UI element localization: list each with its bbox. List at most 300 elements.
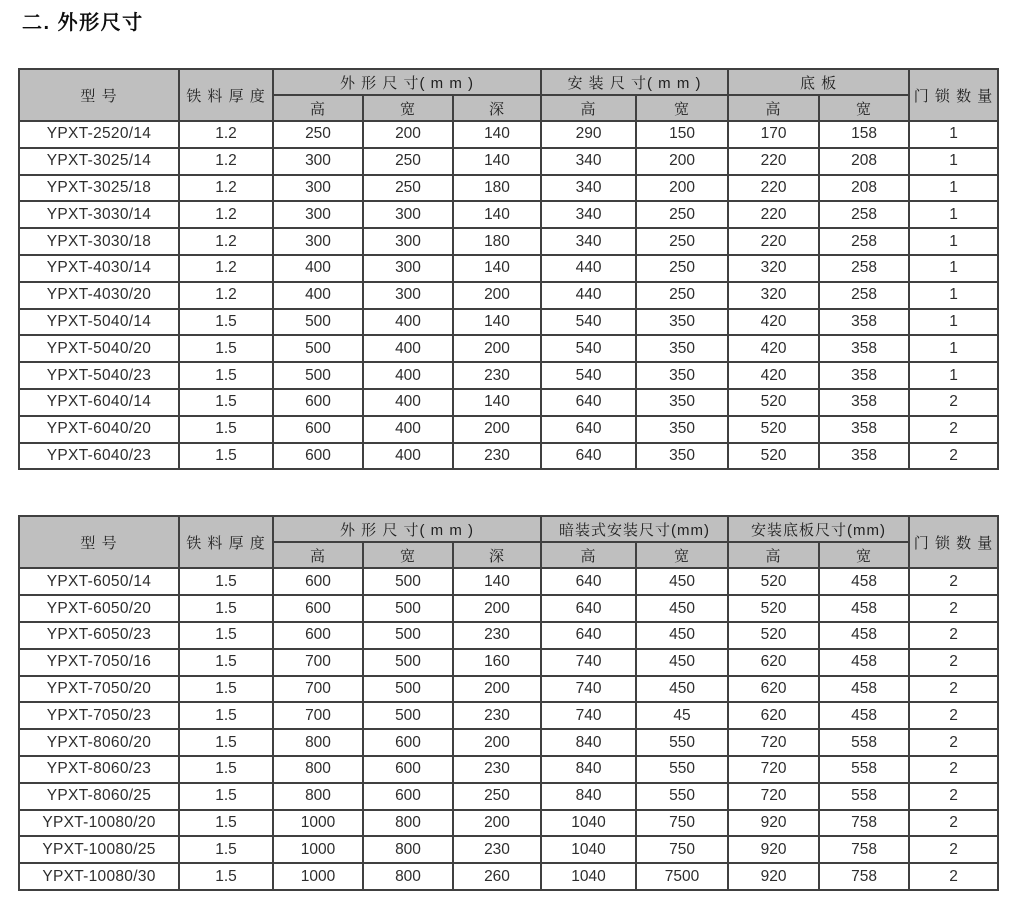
header-outer-dims-group: 外 形 尺 寸( m m ) — [273, 516, 541, 542]
header-install-dims-group: 安 装 尺 寸( m m ) — [541, 69, 728, 95]
value-cell: 160 — [453, 649, 541, 676]
model-cell: YPXT-6040/23 — [19, 443, 179, 470]
model-cell: YPXT-7050/16 — [19, 649, 179, 676]
value-cell: 720 — [728, 756, 819, 783]
value-cell: 1.5 — [179, 362, 273, 389]
value-cell: 1 — [909, 255, 998, 282]
table-row — [19, 362, 998, 389]
value-cell: 450 — [636, 622, 728, 649]
value-cell: 458 — [819, 702, 909, 729]
header-model: 型 号 — [19, 69, 179, 121]
value-cell: 400 — [363, 309, 453, 336]
value-cell: 520 — [728, 389, 819, 416]
value-cell: 450 — [636, 595, 728, 622]
value-cell: 500 — [363, 676, 453, 703]
value-cell: 200 — [453, 676, 541, 703]
value-cell: 1000 — [273, 810, 363, 837]
value-cell: 700 — [273, 676, 363, 703]
value-cell: 200 — [636, 175, 728, 202]
value-cell: 1.2 — [179, 228, 273, 255]
value-cell: 750 — [636, 836, 728, 863]
model-cell: YPXT-10080/25 — [19, 836, 179, 863]
value-cell: 500 — [273, 362, 363, 389]
model-cell: YPXT-7050/20 — [19, 676, 179, 703]
value-cell: 1.5 — [179, 416, 273, 443]
value-cell: 1.5 — [179, 676, 273, 703]
value-cell: 250 — [453, 783, 541, 810]
value-cell: 290 — [541, 121, 636, 148]
value-cell: 520 — [728, 622, 819, 649]
header-flush-install-dims-group: 暗装式安装尺寸(mm) — [541, 516, 728, 542]
model-cell: YPXT-7050/23 — [19, 702, 179, 729]
value-cell: 1040 — [541, 836, 636, 863]
value-cell: 740 — [541, 676, 636, 703]
table-body — [19, 121, 998, 469]
table-row — [19, 810, 998, 837]
value-cell: 1 — [909, 228, 998, 255]
value-cell: 520 — [728, 595, 819, 622]
value-cell: 300 — [363, 255, 453, 282]
value-cell: 200 — [453, 282, 541, 309]
model-cell: YPXT-3025/18 — [19, 175, 179, 202]
table-header — [19, 69, 998, 121]
value-cell: 758 — [819, 836, 909, 863]
value-cell: 200 — [453, 810, 541, 837]
value-cell: 200 — [453, 729, 541, 756]
subheader-height: 高 — [541, 542, 636, 568]
value-cell: 1 — [909, 309, 998, 336]
value-cell: 600 — [273, 622, 363, 649]
value-cell: 640 — [541, 443, 636, 470]
value-cell: 400 — [363, 335, 453, 362]
value-cell: 800 — [363, 863, 453, 890]
value-cell: 340 — [541, 148, 636, 175]
value-cell: 400 — [363, 362, 453, 389]
value-cell: 220 — [728, 148, 819, 175]
value-cell: 620 — [728, 702, 819, 729]
value-cell: 740 — [541, 702, 636, 729]
model-cell: YPXT-3030/14 — [19, 201, 179, 228]
value-cell: 600 — [273, 416, 363, 443]
subheader-width: 宽 — [636, 95, 728, 121]
value-cell: 1.2 — [179, 121, 273, 148]
table-row — [19, 282, 998, 309]
value-cell: 200 — [453, 416, 541, 443]
table-row — [19, 255, 998, 282]
value-cell: 300 — [363, 282, 453, 309]
value-cell: 2 — [909, 783, 998, 810]
value-cell: 300 — [363, 228, 453, 255]
value-cell: 220 — [728, 175, 819, 202]
value-cell: 440 — [541, 282, 636, 309]
value-cell: 230 — [453, 702, 541, 729]
value-cell: 2 — [909, 595, 998, 622]
header-baseplate-group: 底 板 — [728, 69, 909, 95]
value-cell: 550 — [636, 729, 728, 756]
value-cell: 558 — [819, 729, 909, 756]
value-cell: 1.5 — [179, 729, 273, 756]
value-cell: 350 — [636, 443, 728, 470]
model-cell: YPXT-4030/20 — [19, 282, 179, 309]
value-cell: 640 — [541, 568, 636, 595]
model-cell: YPXT-6050/23 — [19, 622, 179, 649]
value-cell: 1 — [909, 362, 998, 389]
subheader-height: 高 — [728, 542, 819, 568]
value-cell: 258 — [819, 255, 909, 282]
value-cell: 558 — [819, 783, 909, 810]
value-cell: 300 — [273, 175, 363, 202]
value-cell: 1.5 — [179, 783, 273, 810]
value-cell: 358 — [819, 389, 909, 416]
value-cell: 600 — [273, 389, 363, 416]
value-cell: 640 — [541, 622, 636, 649]
value-cell: 260 — [453, 863, 541, 890]
subheader-height: 高 — [273, 95, 363, 121]
value-cell: 500 — [363, 595, 453, 622]
value-cell: 1 — [909, 282, 998, 309]
value-cell: 45 — [636, 702, 728, 729]
value-cell: 350 — [636, 335, 728, 362]
value-cell: 140 — [453, 121, 541, 148]
value-cell: 758 — [819, 863, 909, 890]
value-cell: 920 — [728, 810, 819, 837]
value-cell: 2 — [909, 416, 998, 443]
value-cell: 300 — [363, 201, 453, 228]
value-cell: 450 — [636, 568, 728, 595]
header-baseplate-dims-group: 安装底板尺寸(mm) — [728, 516, 909, 542]
model-cell: YPXT-4030/14 — [19, 255, 179, 282]
value-cell: 358 — [819, 416, 909, 443]
value-cell: 1000 — [273, 863, 363, 890]
table-row — [19, 389, 998, 416]
value-cell: 600 — [273, 443, 363, 470]
value-cell: 500 — [363, 649, 453, 676]
value-cell: 800 — [273, 756, 363, 783]
value-cell: 520 — [728, 443, 819, 470]
value-cell: 600 — [363, 756, 453, 783]
value-cell: 800 — [363, 810, 453, 837]
value-cell: 250 — [636, 228, 728, 255]
value-cell: 2 — [909, 676, 998, 703]
value-cell: 458 — [819, 676, 909, 703]
subheader-height: 高 — [541, 95, 636, 121]
value-cell: 258 — [819, 228, 909, 255]
value-cell: 208 — [819, 175, 909, 202]
dimensions-table-surface — [18, 68, 999, 470]
table-row — [19, 702, 998, 729]
value-cell: 1.2 — [179, 148, 273, 175]
header-lock-count: 门 锁 数 量 — [909, 516, 998, 568]
header-outer-dims-group: 外 形 尺 寸( m m ) — [273, 69, 541, 95]
header-thickness: 铁 料 厚 度 — [179, 69, 273, 121]
value-cell: 1.5 — [179, 863, 273, 890]
value-cell: 1.2 — [179, 282, 273, 309]
value-cell: 800 — [273, 729, 363, 756]
value-cell: 1.5 — [179, 389, 273, 416]
subheader-depth: 深 — [453, 542, 541, 568]
value-cell: 230 — [453, 756, 541, 783]
model-cell: YPXT-6040/20 — [19, 416, 179, 443]
value-cell: 180 — [453, 175, 541, 202]
value-cell: 840 — [541, 729, 636, 756]
value-cell: 540 — [541, 362, 636, 389]
value-cell: 340 — [541, 228, 636, 255]
value-cell: 700 — [273, 702, 363, 729]
model-cell: YPXT-8060/25 — [19, 783, 179, 810]
subheader-width: 宽 — [363, 542, 453, 568]
value-cell: 500 — [273, 309, 363, 336]
value-cell: 400 — [363, 389, 453, 416]
value-cell: 400 — [273, 282, 363, 309]
value-cell: 220 — [728, 228, 819, 255]
value-cell: 458 — [819, 649, 909, 676]
value-cell: 140 — [453, 255, 541, 282]
value-cell: 558 — [819, 756, 909, 783]
value-cell: 1.5 — [179, 756, 273, 783]
value-cell: 250 — [363, 148, 453, 175]
value-cell: 1.5 — [179, 810, 273, 837]
value-cell: 400 — [363, 416, 453, 443]
value-cell: 200 — [636, 148, 728, 175]
value-cell: 520 — [728, 416, 819, 443]
value-cell: 2 — [909, 622, 998, 649]
value-cell: 140 — [453, 568, 541, 595]
subheader-height: 高 — [273, 542, 363, 568]
value-cell: 250 — [273, 121, 363, 148]
header-lock-count: 门 锁 数 量 — [909, 69, 998, 121]
value-cell: 340 — [541, 175, 636, 202]
value-cell: 220 — [728, 201, 819, 228]
value-cell: 1.5 — [179, 595, 273, 622]
value-cell: 620 — [728, 676, 819, 703]
value-cell: 920 — [728, 863, 819, 890]
value-cell: 1 — [909, 148, 998, 175]
value-cell: 230 — [453, 362, 541, 389]
value-cell: 500 — [363, 568, 453, 595]
value-cell: 2 — [909, 863, 998, 890]
value-cell: 1.5 — [179, 443, 273, 470]
value-cell: 350 — [636, 416, 728, 443]
table-row — [19, 595, 998, 622]
value-cell: 140 — [453, 148, 541, 175]
value-cell: 2 — [909, 389, 998, 416]
value-cell: 450 — [636, 676, 728, 703]
value-cell: 140 — [453, 201, 541, 228]
value-cell: 758 — [819, 810, 909, 837]
value-cell: 358 — [819, 335, 909, 362]
value-cell: 2 — [909, 702, 998, 729]
table-body — [19, 568, 998, 890]
table-row — [19, 729, 998, 756]
value-cell: 150 — [636, 121, 728, 148]
value-cell: 320 — [728, 282, 819, 309]
value-cell: 520 — [728, 568, 819, 595]
value-cell: 458 — [819, 595, 909, 622]
value-cell: 340 — [541, 201, 636, 228]
value-cell: 358 — [819, 443, 909, 470]
value-cell: 720 — [728, 783, 819, 810]
header-model: 型 号 — [19, 516, 179, 568]
value-cell: 540 — [541, 335, 636, 362]
value-cell: 1.5 — [179, 335, 273, 362]
value-cell: 350 — [636, 362, 728, 389]
value-cell: 2 — [909, 568, 998, 595]
value-cell: 458 — [819, 622, 909, 649]
value-cell: 1 — [909, 201, 998, 228]
value-cell: 450 — [636, 649, 728, 676]
value-cell: 620 — [728, 649, 819, 676]
table-row — [19, 175, 998, 202]
value-cell: 230 — [453, 443, 541, 470]
value-cell: 1 — [909, 121, 998, 148]
value-cell: 840 — [541, 783, 636, 810]
subheader-width: 宽 — [819, 542, 909, 568]
value-cell: 540 — [541, 309, 636, 336]
table-row — [19, 121, 998, 148]
model-cell: YPXT-3025/14 — [19, 148, 179, 175]
value-cell: 1.5 — [179, 702, 273, 729]
table-header — [19, 516, 998, 568]
value-cell: 458 — [819, 568, 909, 595]
value-cell: 230 — [453, 622, 541, 649]
value-cell: 180 — [453, 228, 541, 255]
value-cell: 800 — [363, 836, 453, 863]
page-title: 二. 外形尺寸 — [22, 12, 144, 34]
value-cell: 250 — [636, 201, 728, 228]
value-cell: 350 — [636, 309, 728, 336]
value-cell: 358 — [819, 362, 909, 389]
value-cell: 2 — [909, 756, 998, 783]
model-cell: YPXT-3030/18 — [19, 228, 179, 255]
value-cell: 208 — [819, 148, 909, 175]
value-cell: 600 — [273, 595, 363, 622]
value-cell: 1.2 — [179, 175, 273, 202]
value-cell: 258 — [819, 201, 909, 228]
value-cell: 300 — [273, 228, 363, 255]
value-cell: 1 — [909, 175, 998, 202]
value-cell: 140 — [453, 389, 541, 416]
value-cell: 350 — [636, 389, 728, 416]
table-row — [19, 676, 998, 703]
value-cell: 2 — [909, 836, 998, 863]
value-cell: 1040 — [541, 810, 636, 837]
subheader-height: 高 — [728, 95, 819, 121]
value-cell: 400 — [363, 443, 453, 470]
value-cell: 170 — [728, 121, 819, 148]
model-cell: YPXT-6050/20 — [19, 595, 179, 622]
value-cell: 420 — [728, 362, 819, 389]
value-cell: 550 — [636, 756, 728, 783]
table-row — [19, 783, 998, 810]
value-cell: 600 — [273, 568, 363, 595]
value-cell: 500 — [273, 335, 363, 362]
subheader-depth: 深 — [453, 95, 541, 121]
value-cell: 1.5 — [179, 309, 273, 336]
value-cell: 1 — [909, 335, 998, 362]
value-cell: 258 — [819, 282, 909, 309]
subheader-width: 宽 — [363, 95, 453, 121]
table-row — [19, 756, 998, 783]
table-row — [19, 863, 998, 890]
value-cell: 1.5 — [179, 649, 273, 676]
value-cell: 740 — [541, 649, 636, 676]
value-cell: 420 — [728, 309, 819, 336]
value-cell: 1040 — [541, 863, 636, 890]
table-row — [19, 228, 998, 255]
value-cell: 230 — [453, 836, 541, 863]
header-thickness: 铁 料 厚 度 — [179, 516, 273, 568]
model-cell: YPXT-6050/14 — [19, 568, 179, 595]
value-cell: 920 — [728, 836, 819, 863]
value-cell: 400 — [273, 255, 363, 282]
subheader-width: 宽 — [636, 542, 728, 568]
value-cell: 500 — [363, 622, 453, 649]
value-cell: 700 — [273, 649, 363, 676]
dimensions-table-flush — [18, 515, 999, 891]
model-cell: YPXT-10080/20 — [19, 810, 179, 837]
value-cell: 1.2 — [179, 201, 273, 228]
table-row — [19, 649, 998, 676]
model-cell: YPXT-8060/20 — [19, 729, 179, 756]
table-row — [19, 148, 998, 175]
table-row — [19, 622, 998, 649]
value-cell: 300 — [273, 201, 363, 228]
model-cell: YPXT-5040/14 — [19, 309, 179, 336]
value-cell: 140 — [453, 309, 541, 336]
value-cell: 440 — [541, 255, 636, 282]
value-cell: 1.5 — [179, 622, 273, 649]
value-cell: 420 — [728, 335, 819, 362]
table-row — [19, 309, 998, 336]
model-cell: YPXT-2520/14 — [19, 121, 179, 148]
model-cell: YPXT-10080/30 — [19, 863, 179, 890]
table-row — [19, 201, 998, 228]
model-cell: YPXT-6040/14 — [19, 389, 179, 416]
value-cell: 1.5 — [179, 836, 273, 863]
value-cell: 250 — [363, 175, 453, 202]
value-cell: 500 — [363, 702, 453, 729]
value-cell: 200 — [453, 335, 541, 362]
model-cell: YPXT-5040/23 — [19, 362, 179, 389]
value-cell: 640 — [541, 595, 636, 622]
value-cell: 550 — [636, 783, 728, 810]
table-row — [19, 568, 998, 595]
value-cell: 300 — [273, 148, 363, 175]
table-row — [19, 836, 998, 863]
subheader-width: 宽 — [819, 95, 909, 121]
model-cell: YPXT-8060/23 — [19, 756, 179, 783]
value-cell: 320 — [728, 255, 819, 282]
value-cell: 600 — [363, 729, 453, 756]
value-cell: 2 — [909, 729, 998, 756]
value-cell: 840 — [541, 756, 636, 783]
value-cell: 7500 — [636, 863, 728, 890]
table-row — [19, 416, 998, 443]
value-cell: 2 — [909, 810, 998, 837]
value-cell: 800 — [273, 783, 363, 810]
value-cell: 1000 — [273, 836, 363, 863]
value-cell: 158 — [819, 121, 909, 148]
model-cell: YPXT-5040/20 — [19, 335, 179, 362]
value-cell: 640 — [541, 416, 636, 443]
value-cell: 750 — [636, 810, 728, 837]
value-cell: 358 — [819, 309, 909, 336]
value-cell: 200 — [453, 595, 541, 622]
table-row — [19, 335, 998, 362]
value-cell: 1.5 — [179, 568, 273, 595]
value-cell: 1.2 — [179, 255, 273, 282]
value-cell: 600 — [363, 783, 453, 810]
